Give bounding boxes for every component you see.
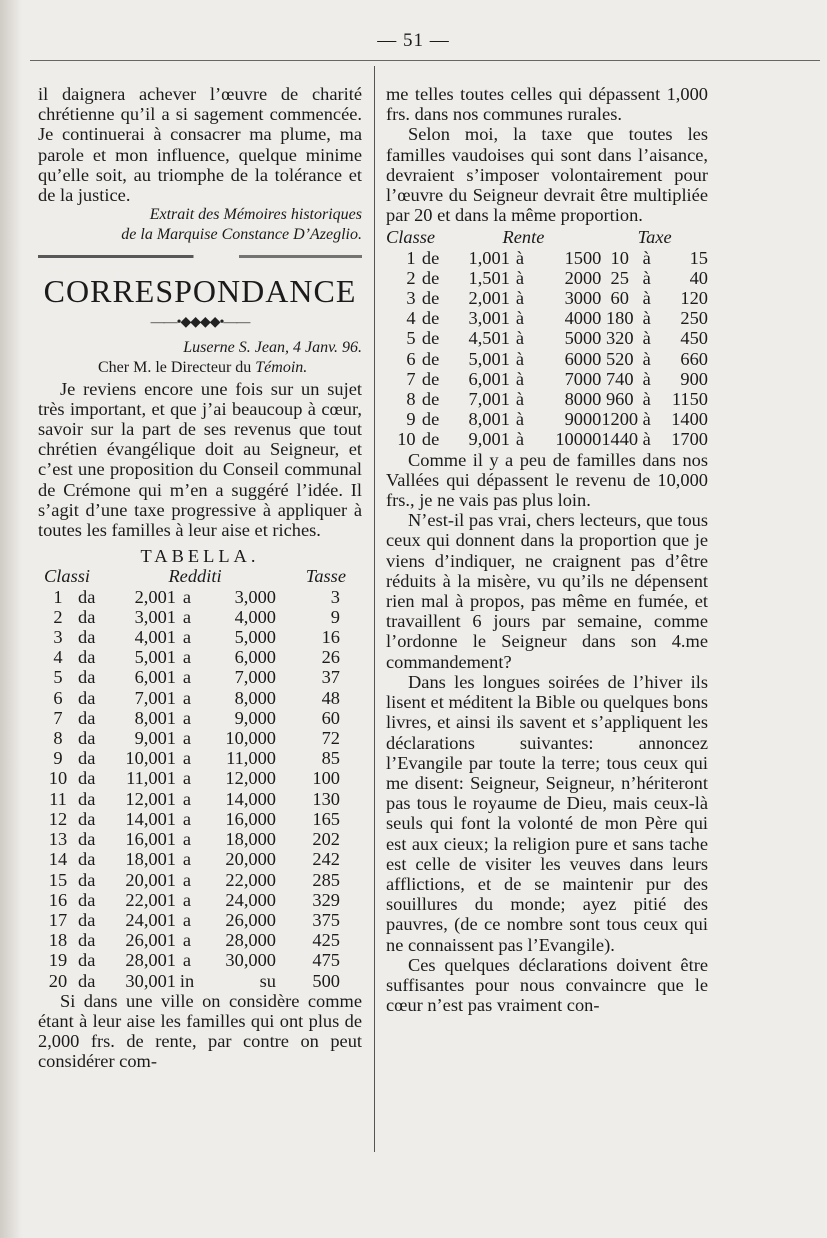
table-cell: 425 xyxy=(312,930,340,951)
table-cell: 16 xyxy=(321,627,340,648)
table-cell: 9000 xyxy=(564,409,602,430)
table-cell: da xyxy=(78,829,96,850)
table-cell: 8,001 xyxy=(468,409,510,430)
ornament: ——•◆◆◆◆•—— xyxy=(150,315,250,331)
table-cell: 180 xyxy=(605,308,634,329)
table-row xyxy=(38,849,362,869)
section-divider xyxy=(38,255,362,258)
signature-line-1: Extrait des Mémoires historiques xyxy=(149,206,362,224)
table-cell: a xyxy=(182,647,192,668)
table-cell: 9 xyxy=(330,606,340,627)
table-cell: 4 xyxy=(53,647,63,668)
table-cell: da xyxy=(78,667,96,688)
table-row xyxy=(38,768,362,788)
table-cell: 14,000 xyxy=(225,788,276,809)
table-cell: 7,001 xyxy=(468,389,510,410)
table-cell: 9 xyxy=(406,409,416,430)
table-cell: 130 xyxy=(312,788,340,809)
table-cell: de xyxy=(421,308,440,329)
header-taxe: Taxe xyxy=(637,227,672,248)
table-cell: 19 xyxy=(48,950,68,971)
header-tasse: Tasse xyxy=(305,566,346,587)
table-cell: 1400 xyxy=(671,409,708,430)
table-cell: 660 xyxy=(680,348,708,369)
table-cell: de xyxy=(421,368,440,389)
table-cell: 3,001 xyxy=(468,308,510,329)
table-cell: su xyxy=(259,970,276,991)
table-cell: à xyxy=(515,409,524,430)
table-cell: 26,001 xyxy=(125,930,176,951)
table-cell: 3,000 xyxy=(234,586,276,607)
table-cell: a xyxy=(182,930,192,951)
table-cell: a xyxy=(182,829,192,850)
table-cell: 9 xyxy=(53,748,63,769)
table-cell: da xyxy=(78,930,96,951)
table-cell: a xyxy=(182,667,192,688)
table-row xyxy=(38,627,362,647)
table-cell: 960 xyxy=(605,389,634,410)
table-cell: 10 xyxy=(610,247,629,268)
table-cell: 1500 xyxy=(564,247,602,268)
table-cell: 520 xyxy=(605,348,634,369)
table-cell: 85 xyxy=(321,748,340,769)
table-cell: 4,000 xyxy=(234,606,276,627)
table-cell: 30,001 xyxy=(125,970,176,991)
table-cell: 14,001 xyxy=(125,808,176,829)
table-cell: 6000 xyxy=(564,348,602,369)
continuation-paragraph: me telles toutes celles qui dépassent 1,000 frs. dans nos communes rurales. xyxy=(386,84,708,125)
table-cell: a xyxy=(182,768,192,789)
table-cell: 202 xyxy=(312,829,340,850)
table-cell: 25 xyxy=(610,267,629,288)
table-cell: 14 xyxy=(48,849,68,870)
signature-line-2: de la Marquise Constance D’Azeglio. xyxy=(121,226,362,244)
table-cell: 28,000 xyxy=(225,930,276,951)
table-cell: de xyxy=(421,429,440,450)
table-row xyxy=(386,288,708,308)
table-cell: 9,001 xyxy=(468,429,510,450)
table-cell: a xyxy=(182,748,192,769)
table-cell: 60 xyxy=(610,288,629,309)
table-cell: 8,001 xyxy=(134,707,176,728)
table-row xyxy=(38,708,362,728)
table-row xyxy=(38,910,362,930)
right-column xyxy=(386,84,708,1015)
table-cell: da xyxy=(78,627,96,648)
table-cell: 10,000 xyxy=(225,728,276,749)
table-cell: 10 xyxy=(48,768,68,789)
table-cell: 7,000 xyxy=(234,667,276,688)
table-cell: 26,000 xyxy=(225,909,276,930)
table-cell: 3000 xyxy=(564,288,602,309)
table-cell: 2,001 xyxy=(468,288,510,309)
table-cell: 2 xyxy=(406,267,416,288)
table-cell: 7,001 xyxy=(134,687,176,708)
table-cell: à xyxy=(642,389,651,410)
table-cell: 500 xyxy=(312,970,340,991)
table-cell: 8 xyxy=(53,728,63,749)
table-cell: a xyxy=(182,869,192,890)
table-cell: 8,000 xyxy=(234,687,276,708)
table-cell: 1150 xyxy=(671,389,708,410)
table-row xyxy=(38,870,362,890)
table-cell: 5 xyxy=(53,667,63,688)
table-cell: a xyxy=(182,627,192,648)
table-cell: à xyxy=(642,308,651,329)
table-cell: 3,001 xyxy=(134,606,176,627)
table-cell: a xyxy=(182,849,192,870)
table-cell: 20,001 xyxy=(125,869,176,890)
table-cell: de xyxy=(421,288,440,309)
table-row xyxy=(38,930,362,950)
page-number: — 51 — xyxy=(377,30,450,51)
table-cell: da xyxy=(78,869,96,890)
table-cell: à xyxy=(515,328,524,349)
table-row xyxy=(38,607,362,627)
taxe-body xyxy=(386,248,708,450)
table-cell: 6,000 xyxy=(234,647,276,668)
table-row xyxy=(38,971,362,991)
table-cell: de xyxy=(421,247,440,268)
table-cell: 5 xyxy=(406,328,416,349)
letter-dateline: Luserne S. Jean, 4 Janv. 96. xyxy=(183,339,362,357)
table-cell: à xyxy=(515,368,524,389)
table-cell: in xyxy=(179,970,195,991)
table-cell: da xyxy=(78,950,96,971)
table-cell: 22,001 xyxy=(125,889,176,910)
table-cell: 9,001 xyxy=(134,728,176,749)
table-cell: à xyxy=(642,288,651,309)
table-cell: 24,001 xyxy=(125,909,176,930)
table-cell: 20,000 xyxy=(225,849,276,870)
table-row xyxy=(38,688,362,708)
table-cell: da xyxy=(78,849,96,870)
table-cell: 16,000 xyxy=(225,808,276,829)
table-cell: a xyxy=(182,687,192,708)
header-classi: Classi xyxy=(44,566,90,587)
table-row xyxy=(38,667,362,687)
paragraph-lecteurs: N’est-il pas vrai, chers lecteurs, que tous ceux qui donnent dans la proportion que je viens d’indiquer, ne craignent pas d’être réduits à la misère, vu qu’ils ne dépensent rien mal à propos, pas même en fumée, et travaillent 6 jours par semaine, comme l’ordonne le Seigneur dans son 4.me commandement? xyxy=(386,510,708,672)
table-cell: de xyxy=(421,328,440,349)
table-cell: 1,501 xyxy=(468,267,510,288)
table-row xyxy=(386,429,708,449)
table-cell: à xyxy=(642,429,651,450)
table-cell: a xyxy=(182,586,192,607)
letter-salutation xyxy=(38,358,362,378)
table-cell: de xyxy=(421,267,440,288)
salutation-paper-name: Témoin. xyxy=(255,359,308,377)
table-cell: 100 xyxy=(312,768,340,789)
table-cell: 18,000 xyxy=(225,829,276,850)
table-cell: da xyxy=(78,707,96,728)
table-cell: 1 xyxy=(53,586,63,607)
table-cell: 8000 xyxy=(564,389,602,410)
table-cell: 24,000 xyxy=(225,889,276,910)
table-cell: 6,001 xyxy=(468,368,510,389)
table-cell: à xyxy=(515,348,524,369)
table-cell: 15 xyxy=(48,869,68,890)
table-cell: 4,501 xyxy=(468,328,510,349)
table-cell: da xyxy=(78,909,96,930)
table-cell: 5,000 xyxy=(234,627,276,648)
table-cell: 10000 xyxy=(555,429,602,450)
table-cell: 48 xyxy=(321,687,340,708)
table-cell: à xyxy=(642,247,651,268)
table-cell: a xyxy=(182,808,192,829)
table-cell: 12,000 xyxy=(225,768,276,789)
table-cell: 10 xyxy=(397,429,416,450)
table-row xyxy=(386,349,708,369)
table-cell: 4,001 xyxy=(134,627,176,648)
table-cell: 320 xyxy=(605,328,634,349)
table-cell: à xyxy=(515,308,524,329)
table-cell: da xyxy=(78,586,96,607)
table-cell: 475 xyxy=(312,950,340,971)
table-cell: da xyxy=(78,808,96,829)
table-cell: 285 xyxy=(312,869,340,890)
table-cell: 2 xyxy=(53,606,63,627)
left-column xyxy=(38,84,362,1072)
table-cell: de xyxy=(421,348,440,369)
table-cell: de xyxy=(421,389,440,410)
proposal-paragraph: Selon moi, la taxe que toutes les familles vaudoises qui sont dans l’aisance, devraient s’imposer volontairement pour l’œuvre du Seigneur devrait être multipliée par 20 et dans la même proportion. xyxy=(386,124,708,226)
table-row xyxy=(38,728,362,748)
table-row xyxy=(38,890,362,910)
table-row xyxy=(38,809,362,829)
header-redditi: Redditi xyxy=(168,566,222,587)
tabella-body xyxy=(38,587,362,991)
table-cell: 17 xyxy=(48,909,68,930)
table-cell: 900 xyxy=(680,368,708,389)
section-heading: CORRESPONDANCE xyxy=(43,273,357,310)
paragraph-declarations: Ces quelques déclarations doivent être suffisantes pour nous convaincre que le cœur n’est pas vraiment con- xyxy=(386,954,708,1016)
table-cell: 5,001 xyxy=(134,647,176,668)
table-row xyxy=(386,248,708,268)
table-cell: a xyxy=(182,909,192,930)
table-cell: à xyxy=(515,247,524,268)
table-row xyxy=(386,409,708,429)
table-cell: 20 xyxy=(48,970,68,991)
table-row xyxy=(386,369,708,389)
table-cell: da xyxy=(78,748,96,769)
table-cell: 1700 xyxy=(671,429,708,450)
table-cell: da xyxy=(78,687,96,708)
table-row xyxy=(386,389,708,409)
table-cell: a xyxy=(182,950,192,971)
table-cell: 12,001 xyxy=(125,788,176,809)
closing-paragraph: Si dans une ville on considère comme étant à leur aise les familles qui ont plus de 2,000 frs. de rente, par contre on peut considérer com- xyxy=(38,990,362,1072)
table-cell: 11,001 xyxy=(126,768,176,789)
table-cell: 1440 xyxy=(601,429,639,450)
table-cell: à xyxy=(642,328,651,349)
table-cell: 60 xyxy=(321,707,340,728)
table-cell: 26 xyxy=(321,647,340,668)
table-cell: à xyxy=(642,409,651,430)
table-cell: à xyxy=(642,368,651,389)
table-cell: 6 xyxy=(53,687,63,708)
table-cell: 740 xyxy=(605,368,634,389)
table-cell: à xyxy=(642,267,651,288)
table-cell: 165 xyxy=(312,808,340,829)
table-cell: 8 xyxy=(406,389,416,410)
table-cell: 375 xyxy=(312,909,340,930)
table-cell: da xyxy=(78,970,96,991)
table-cell: 1 xyxy=(406,247,416,268)
table-cell: da xyxy=(78,728,96,749)
signature xyxy=(38,205,362,245)
table-header-row xyxy=(386,227,708,247)
table-row xyxy=(38,748,362,768)
table-row xyxy=(38,829,362,849)
table-cell: 242 xyxy=(312,849,340,870)
table-cell: da xyxy=(78,788,96,809)
table-row xyxy=(386,328,708,348)
top-rule xyxy=(30,60,820,61)
table-cell: a xyxy=(182,788,192,809)
table-cell: 7000 xyxy=(564,368,602,389)
table-cell: 2,001 xyxy=(134,586,176,607)
table-cell: 28,001 xyxy=(125,950,176,971)
table-cell: da xyxy=(78,647,96,668)
table-cell: 30,000 xyxy=(225,950,276,971)
table-cell: 5,001 xyxy=(468,348,510,369)
column-divider xyxy=(374,66,375,1152)
table-cell: 11 xyxy=(49,788,67,809)
letter-paragraph: Je reviens encore une fois sur un sujet très important, et que j’ai beaucoup à cœur, savoir sur la part de ses revenus que tout chrétien évangélique doit au Seigneur, et c’est une proposition du Conseil communal de Crémone qui m’en a suggéré l’idée. Il s’agit d’une taxe progressive à appliquer à toutes les familles à leur aise et riches. xyxy=(38,378,362,541)
table-cell: 18,001 xyxy=(125,849,176,870)
table-cell: 6,001 xyxy=(134,667,176,688)
table-cell: da xyxy=(78,889,96,910)
table-cell: 9,000 xyxy=(234,707,276,728)
table-cell: 15 xyxy=(689,247,708,268)
table-cell: 4000 xyxy=(564,308,602,329)
table-cell: da xyxy=(78,606,96,627)
table-cell: da xyxy=(78,768,96,789)
table-cell: à xyxy=(515,267,524,288)
table-row xyxy=(38,587,362,607)
table-cell: 7 xyxy=(406,368,416,389)
table-cell: 16 xyxy=(48,889,68,910)
table-cell: à xyxy=(515,288,524,309)
taxe-table xyxy=(386,227,708,449)
table-cell: 40 xyxy=(689,267,708,288)
table-cell: 6 xyxy=(406,348,416,369)
table-cell: 11,000 xyxy=(226,748,276,769)
table-cell: a xyxy=(182,728,192,749)
page-edge-shadow xyxy=(0,0,22,1238)
table-cell: 18 xyxy=(48,930,68,951)
table-cell: 4 xyxy=(406,308,416,329)
table-title: TABELLA. xyxy=(140,546,260,567)
table-cell: 3 xyxy=(53,627,63,648)
table-cell: a xyxy=(182,606,192,627)
table-cell: de xyxy=(421,409,440,430)
table-cell: à xyxy=(642,348,651,369)
header-rente: Rente xyxy=(502,227,545,248)
table-cell: 3 xyxy=(406,288,416,309)
salutation-text: Cher M. le Directeur du xyxy=(98,359,256,377)
table-cell: 250 xyxy=(680,308,708,329)
table-row xyxy=(386,268,708,288)
table-cell: 3 xyxy=(330,586,340,607)
table-row xyxy=(386,308,708,328)
table-row xyxy=(38,950,362,970)
table-header-row xyxy=(38,566,362,586)
table-cell: 72 xyxy=(321,728,340,749)
table-cell: 329 xyxy=(312,889,340,910)
table-cell: 12 xyxy=(48,808,68,829)
table-cell: 2000 xyxy=(564,267,602,288)
table-cell: 13 xyxy=(48,829,68,850)
table-cell: 22,000 xyxy=(225,869,276,890)
table-cell: 10,001 xyxy=(125,748,176,769)
table-cell: 1,001 xyxy=(468,247,510,268)
paragraph-vallees: Comme il y a peu de familles dans nos Vallées qui dépassent le revenu de 10,000 frs., je ne vais pas plus loin. xyxy=(386,449,708,511)
table-cell: 120 xyxy=(680,288,708,309)
table-cell: a xyxy=(182,889,192,910)
table-cell: à xyxy=(515,389,524,410)
tabella-table xyxy=(38,566,362,990)
paragraph-soirees: Dans les longues soirées de l’hiver ils lisent et méditent la Bible ou quelques bons livres, et ainsi ils savent et s’appliquent les déclarations suivantes: annoncez l’Evangile par toute la terre; tous ceux qui me disent: Seigneur, Seigneur, n’hériteront pas tous le royaume de Dieu, mais ceux-là seuls qui font la volonté de mon Père qui est aux cieux; la religion pure et sans tache est celle de visiter les veuves dans leurs afflictions, et de se maintenir pur des souillures du monde; ayez pitié des pauvres, (de ce nombre sont tous ceux qui ne connaissent pas l’Evangile). xyxy=(386,671,708,955)
table-cell: à xyxy=(515,429,524,450)
table-cell: 5000 xyxy=(564,328,602,349)
table-cell: 450 xyxy=(680,328,708,349)
table-cell: a xyxy=(182,707,192,728)
header-classe: Classe xyxy=(386,227,436,248)
table-cell: 37 xyxy=(321,667,340,688)
table-cell: 16,001 xyxy=(125,829,176,850)
table-cell: 1200 xyxy=(601,409,639,430)
table-row xyxy=(38,647,362,667)
table-cell: 7 xyxy=(53,707,63,728)
intro-paragraph: il daignera achever l’œuvre de charité chrétienne qu’il a si sagement commencée. Je continuerai à consacrer ma plume, ma parole et mon influence, quelque minime qu’elle soit, au triomphe de la tolérance et de la justice. xyxy=(38,84,362,206)
table-row xyxy=(38,789,362,809)
